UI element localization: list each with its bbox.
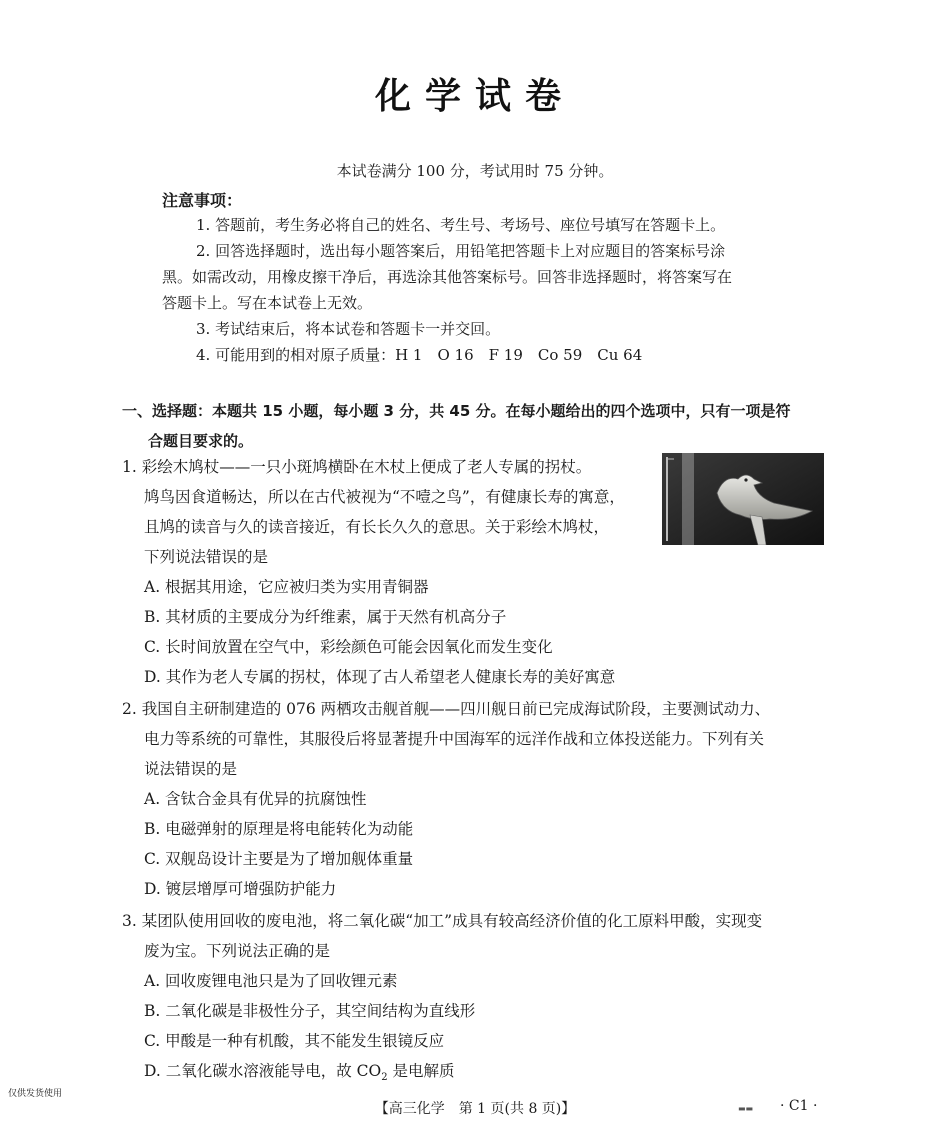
question-2-option-c: C. 双舰岛设计主要是为了增加舰体重量 <box>144 850 414 868</box>
question-1-option-c: C. 长时间放置在空气中，彩绘颜色可能会因氧化而发生变化 <box>144 638 553 656</box>
question-3-line-2: 废为宝。下列说法正确的是 <box>144 942 331 960</box>
question-3-option-a: A. 回收废锂电池只是为了回收锂元素 <box>144 972 398 990</box>
question-3-option-d-text: D. 二氧化碳水溶液能导电，故 CO <box>144 1062 382 1080</box>
question-1-line-2: 鸠鸟因食道畅达，所以在古代被视为“不噎之鸟”，有健康长寿的寓意， <box>144 488 625 506</box>
question-3-option-d <box>122 1056 762 1093</box>
notice-item-2-line-2: 黑。如需改动，用橡皮擦干净后，再选涂其他答案标号。回答非选择题时，将答案写在 <box>162 268 733 286</box>
question-1-line-4: 下列说法错误的是 <box>144 548 269 566</box>
exam-title: 化学试卷 <box>374 76 575 117</box>
notice-list <box>162 212 822 368</box>
question-1-option-d: D. 其作为老人专属的拐杖，体现了古人希望老人健康长寿的美好寓意 <box>144 668 616 686</box>
question-2-option-a: A. 含钛合金具有优异的抗腐蚀性 <box>144 790 367 808</box>
question-3-option-c: C. 甲酸是一种有机酸，其不能发生银镜反应 <box>144 1032 445 1050</box>
footer-note: 仅供发货使用 <box>8 1089 63 1099</box>
question-3-line-1: 3. 某团队使用回收的废电池，将二氧化碳“加工”成具有较高经济价值的化工原料甲酸，实现变 <box>122 912 763 930</box>
question-2-line-1: 2. 我国自主研制建造的 076 两栖攻击舰首舰——四川舰日前已完成海试阶段，主要测试动力、 <box>122 700 771 718</box>
page-indicator: 【高三化学 第 1 页(共 8 页)】 <box>374 1101 576 1117</box>
notice-item-1: 1. 答题前，考生务必将自己的姓名、考生号、考场号、座位号填写在答题卡上。 <box>196 216 726 234</box>
section-heading-line-2: 合题目要求的。 <box>148 432 254 450</box>
section-heading-line-1: 一、选择题：本题共 15 小题，每小题 3 分，共 45 分。在每小题给出的四个选项中，只有一项是符 <box>122 402 791 420</box>
exam-subtitle: 本试卷满分 100 分，考试用时 75 分钟。 <box>336 162 614 180</box>
question-3 <box>122 906 762 1093</box>
footer-marks: ▬▬ <box>738 1104 754 1113</box>
page-code: · C1 · <box>780 1098 818 1114</box>
question-2-option-b: B. 电磁弹射的原理是将电能转化为动能 <box>144 820 414 838</box>
question-1-option-a: A. 根据其用途，它应被归类为实用青铜器 <box>144 578 429 596</box>
question-2 <box>122 694 770 904</box>
question-1-option-b: B. 其材质的主要成分为纤维素，属于天然有机高分子 <box>144 608 507 626</box>
notice-heading: 注意事项： <box>162 191 243 210</box>
question-2-line-3: 说法错误的是 <box>144 760 238 778</box>
question-1 <box>122 452 625 692</box>
question-2-line-2: 电力等系统的可靠性，其服役后将显著提升中国海军的远洋作战和立体投送能力。下列有关 <box>144 730 765 748</box>
question-3-option-d-suffix: 是电解质 <box>387 1062 455 1080</box>
notice-item-2-line-3: 答题卡上。写在本试卷上无效。 <box>162 294 373 312</box>
question-1-line-3: 且鸠的读音与久的读音接近，有长长久久的意思。关于彩绘木鸠杖， <box>144 518 610 536</box>
question-3-option-b: B. 二氧化碳是非极性分子，其空间结构为直线形 <box>144 1002 476 1020</box>
notice-item-3: 3. 考试结束后，将本试卷和答题卡一并交回。 <box>196 320 501 338</box>
wooden-dove-staff-photo <box>662 453 824 545</box>
notice-item-2-line-1: 2. 回答选择题时，选出每小题答案后，用铅笔把答题卡上对应题目的答案标号涂 <box>196 242 726 260</box>
question-3-option-d-subscript: 2 <box>381 1072 388 1084</box>
question-1-line-1: 1. 彩绘木鸠杖——一只小斑鸠横卧在木杖上便成了老人专属的拐杖。 <box>122 458 592 476</box>
notice-item-4: 4. 可能用到的相对原子质量：H 1 O 16 F 19 Co 59 Cu 64 <box>196 346 643 364</box>
dove-staff-illustration <box>662 453 824 545</box>
section-heading <box>122 396 832 456</box>
question-2-option-d: D. 镀层增厚可增强防护能力 <box>144 880 337 898</box>
